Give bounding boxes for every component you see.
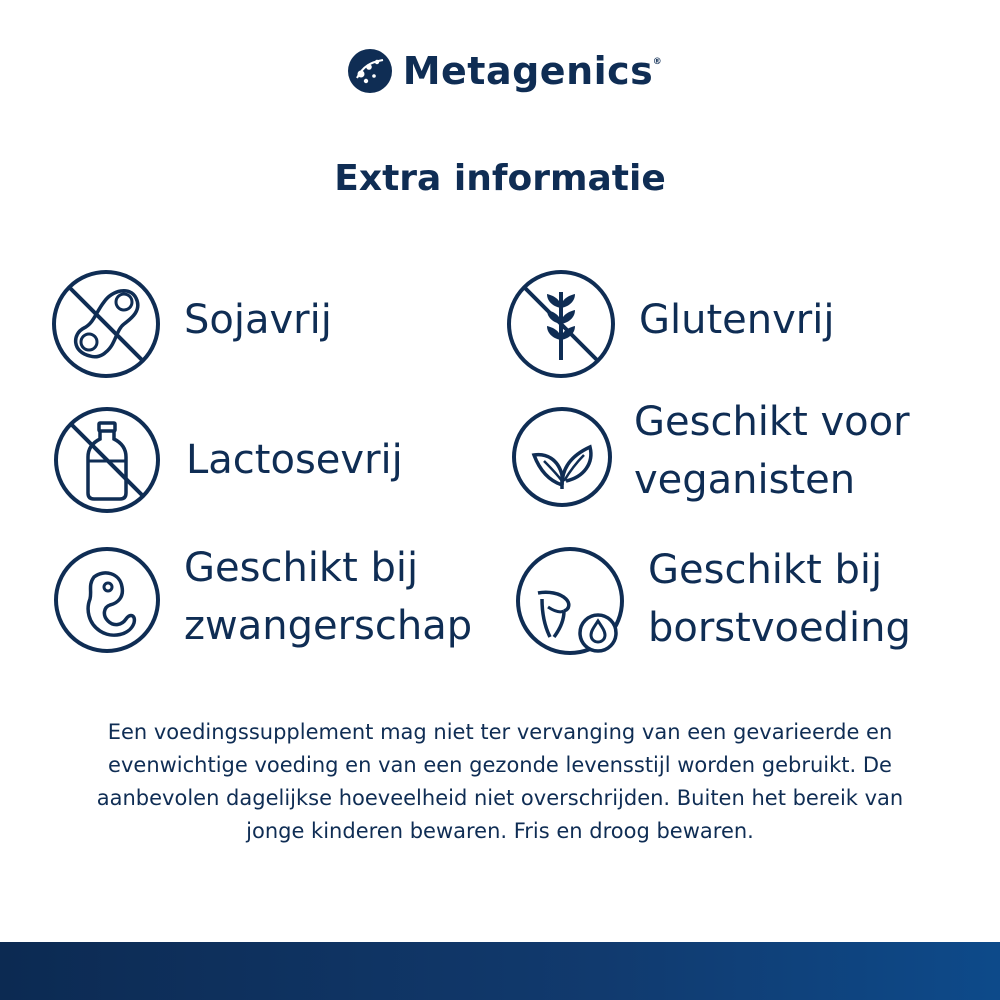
soy-free-icon [50, 268, 162, 380]
breastfeeding-icon [514, 545, 626, 657]
registered-mark: ® [652, 57, 663, 67]
gluten-free-icon [505, 268, 617, 380]
footer-bar [0, 942, 1000, 1000]
feature-pregnancy [52, 545, 472, 655]
feature-label-gluten-free: Glutenvrij [639, 297, 835, 343]
feature-label-soy-free: Sojavrij [184, 297, 332, 343]
feature-lactose-free [52, 405, 403, 515]
feature-label-breastfeeding-line1: Geschikt bij [648, 547, 883, 593]
disclaimer-text: Een voedingssupplement mag niet ter vervanging van een gevarieerde en evenwichtige voeding en van een gezonde levensstijl worden gebruikt. De aanbevolen dagelijkse hoeveelheid niet overschrijden. Buiten het bereik van jonge kinderen bewaren. Fris en droog bewaren. [96, 720, 904, 843]
feature-breastfeeding [514, 545, 911, 657]
feature-label-breastfeeding-line2: borstvoeding [648, 605, 911, 651]
feature-label-pregnancy-line2: zwangerschap [184, 603, 473, 649]
pregnancy-icon [52, 545, 162, 655]
feature-soy-free [50, 268, 332, 380]
brand-logo [0, 48, 1000, 94]
metagenics-logo-icon [347, 48, 393, 94]
page-title: Extra informatie [334, 158, 666, 199]
feature-label-breastfeeding [648, 541, 911, 657]
feature-label-pregnancy [184, 539, 472, 655]
feature-label-vegan [634, 393, 910, 509]
feature-label-pregnancy-line1: Geschikt bij [184, 545, 419, 591]
brand-name: Metagenics ® [402, 49, 663, 93]
feature-label-vegan-line1: Geschikt voor [634, 399, 910, 445]
feature-gluten-free [505, 268, 834, 380]
feature-label-lactose-free: Lactosevrij [186, 437, 403, 483]
feature-vegan [510, 399, 910, 509]
lactose-free-icon [52, 405, 162, 515]
vegan-leaves-icon [510, 405, 614, 509]
feature-label-vegan-line2: veganisten [634, 457, 856, 503]
